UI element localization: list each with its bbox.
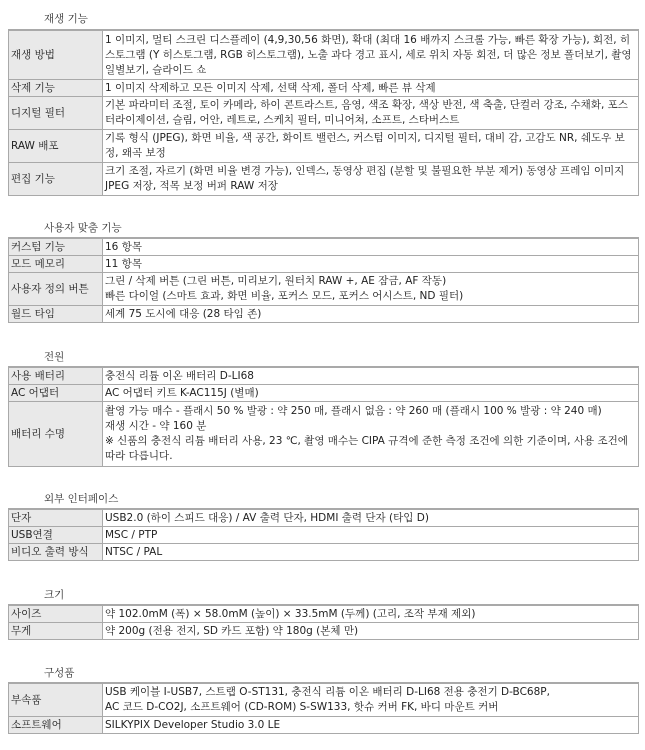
row-value xyxy=(103,80,639,97)
row-label: 소프트웨어 xyxy=(9,717,103,734)
value-line: 크기 조절, 자르기 (화면 비율 변경 가능), 인덱스, 동영상 편집 (분할 및 불필요한 부분 제거) 동영상 프레임 이미지 JPEG 저장, 적목 보정 버퍼 RAW 저장 xyxy=(105,165,625,192)
value-line: 11 항목 xyxy=(105,257,142,270)
row-value xyxy=(103,130,639,163)
row-label: 모드 메모리 xyxy=(9,256,103,273)
value-line: MSC / PTP xyxy=(105,528,158,541)
row-label: 월드 타임 xyxy=(9,306,103,323)
section-components xyxy=(8,666,639,681)
row-value xyxy=(103,273,639,306)
section-title: 구성품 xyxy=(44,667,75,679)
row-value xyxy=(103,239,639,256)
value-line: 약 102.0mM (폭) × 58.0mM (높이) × 33.5mM (두께) (고리, 조작 부재 제외) xyxy=(105,607,476,620)
table-row xyxy=(9,31,639,80)
row-label: 편집 기능 xyxy=(9,163,103,196)
row-value xyxy=(103,544,639,561)
section-title: 외부 인터페이스 xyxy=(44,493,119,505)
row-value xyxy=(103,623,639,640)
section-interface xyxy=(8,492,639,507)
section-title: 재생 기능 xyxy=(44,13,88,25)
value-line: 1 이미지, 멀티 스크린 디스플레이 (4,9,30,56 화면), 확대 (최대 16 배까지 스크롤 가능, 빠른 확장 가능), 회전, 히스토그램 (Y 히스토그램, RGB 히스토그램), 노출 과다 경고 표시, 세로 위치 자동 회전, 더 많은 정보 폴더보기, 촬영 일별보기, 슬라이드 쇼 xyxy=(105,33,632,76)
value-line: AC 코드 D-CO2J, 소프트웨어 (CD-ROM) S-SW133, 핫슈 커버 FK, 바디 마운트 커버 xyxy=(105,701,499,713)
table-row xyxy=(9,80,639,97)
row-value xyxy=(103,402,639,467)
table-row xyxy=(9,684,639,717)
row-label: RAW 배포 xyxy=(9,130,103,163)
row-label: 디지털 필터 xyxy=(9,97,103,130)
table-row xyxy=(9,130,639,163)
row-label: 무게 xyxy=(9,623,103,640)
table-row xyxy=(9,544,639,561)
table-row xyxy=(9,606,639,623)
value-line: 촬영 가능 매수 - 플래시 50 % 발광 : 약 250 매, 플래시 없음 : 약 260 매 (플래시 100 % 발광 : 약 240 매) xyxy=(105,405,602,417)
value-line: 1 이미지 삭제하고 모든 이미지 삭제, 선택 삭제, 폴더 삭제, 빠른 뷰 삭제 xyxy=(105,81,436,94)
row-label: AC 어댑터 xyxy=(9,385,103,402)
row-value xyxy=(103,527,639,544)
value-line: ※ 신품의 충전식 리튬 배터리 사용, 23 ℃, 촬영 매수는 CIPA 규격에 준한 측정 조건에 의한 기준이며, 사용 조건에 따라 다릅니다. xyxy=(105,435,628,462)
spec-table-components xyxy=(8,683,639,734)
value-line: USB2.0 (하이 스피드 대응) / AV 출력 단자, HDMI 출력 단자 (타입 D) xyxy=(105,511,429,524)
row-label: 재생 방법 xyxy=(9,31,103,80)
row-value xyxy=(103,510,639,527)
row-label: 부속품 xyxy=(9,684,103,717)
table-row xyxy=(9,273,639,306)
value-line: 세계 75 도시에 대응 (28 타임 존) xyxy=(105,307,262,320)
row-label: 사용자 정의 버튼 xyxy=(9,273,103,306)
table-row xyxy=(9,97,639,130)
section-title: 전원 xyxy=(44,351,65,363)
row-value xyxy=(103,256,639,273)
value-line: 충전식 리튬 이온 배터리 D-LI68 xyxy=(105,369,254,382)
row-label: 비디오 출력 방식 xyxy=(9,544,103,561)
spec-table-custom xyxy=(8,238,639,323)
value-line: SILKYPIX Developer Studio 3.0 LE xyxy=(105,718,281,731)
row-label: 배터리 수명 xyxy=(9,402,103,467)
section-power xyxy=(8,350,639,365)
section-title: 사용자 맞춤 기능 xyxy=(44,222,122,234)
value-line: AC 어댑터 키트 K-AC115J (별매) xyxy=(105,386,259,399)
value-line: 빠른 다이얼 (스마트 효과, 화면 비율, 포커스 모드, 포커스 어시스트, ND 필터) xyxy=(105,290,464,302)
row-label: 사이즈 xyxy=(9,606,103,623)
table-row xyxy=(9,239,639,256)
row-value xyxy=(103,306,639,323)
value-line: 그린 / 삭제 버튼 (그린 버튼, 미리보기, 원터치 RAW +, AE 잠금, AF 작동) xyxy=(105,275,447,287)
row-label: 단자 xyxy=(9,510,103,527)
value-line: NTSC / PAL xyxy=(105,545,163,558)
table-row xyxy=(9,385,639,402)
table-row xyxy=(9,527,639,544)
section-playback xyxy=(8,12,639,27)
row-label: 사용 배터리 xyxy=(9,368,103,385)
value-line: 기록 형식 (JPEG), 화면 비율, 색 공간, 화이트 밸런스, 커스텀 이미지, 디지털 필터, 대비 감, 고감도 NR, 쉐도우 보정, 왜곡 보정 xyxy=(105,132,625,159)
row-value xyxy=(103,31,639,80)
value-line: 기본 파라미터 조절, 토이 카메라, 하이 콘트라스트, 음영, 색조 확장, 색상 반전, 색 축출, 단컬러 강조, 수채화, 포스터라이제이션, 슬림, 어안, 레트로, 스케치 필터, 미니어쳐, 소프트, 스타버스트 xyxy=(105,99,628,126)
value-line: USB 케이블 I-USB7, 스트랩 O-ST131, 충전식 리튬 이온 배터리 D-LI68 전용 충전기 D-BC68P, xyxy=(105,686,550,698)
section-custom xyxy=(8,221,639,236)
row-value xyxy=(103,717,639,734)
table-row xyxy=(9,306,639,323)
spec-table-power xyxy=(8,367,639,467)
table-row xyxy=(9,510,639,527)
table-row xyxy=(9,368,639,385)
row-value xyxy=(103,368,639,385)
row-label: USB연결 xyxy=(9,527,103,544)
spec-table-interface xyxy=(8,509,639,561)
spec-table-size xyxy=(8,605,639,640)
table-row xyxy=(9,623,639,640)
table-row xyxy=(9,163,639,196)
row-value xyxy=(103,97,639,130)
row-label: 커스텀 기능 xyxy=(9,239,103,256)
table-row xyxy=(9,256,639,273)
section-size xyxy=(8,588,639,603)
row-value xyxy=(103,385,639,402)
spec-table-playback xyxy=(8,30,639,196)
table-row xyxy=(9,402,639,467)
table-row xyxy=(9,717,639,734)
value-line: 16 항목 xyxy=(105,240,142,253)
row-label: 삭제 기능 xyxy=(9,80,103,97)
row-value xyxy=(103,163,639,196)
row-value xyxy=(103,684,639,717)
row-value xyxy=(103,606,639,623)
value-line: 재생 시간 - 약 160 분 xyxy=(105,420,207,432)
section-title: 크기 xyxy=(44,589,65,601)
value-line: 약 200g (전용 전지, SD 카드 포함) 약 180g (본체 만) xyxy=(105,624,359,637)
